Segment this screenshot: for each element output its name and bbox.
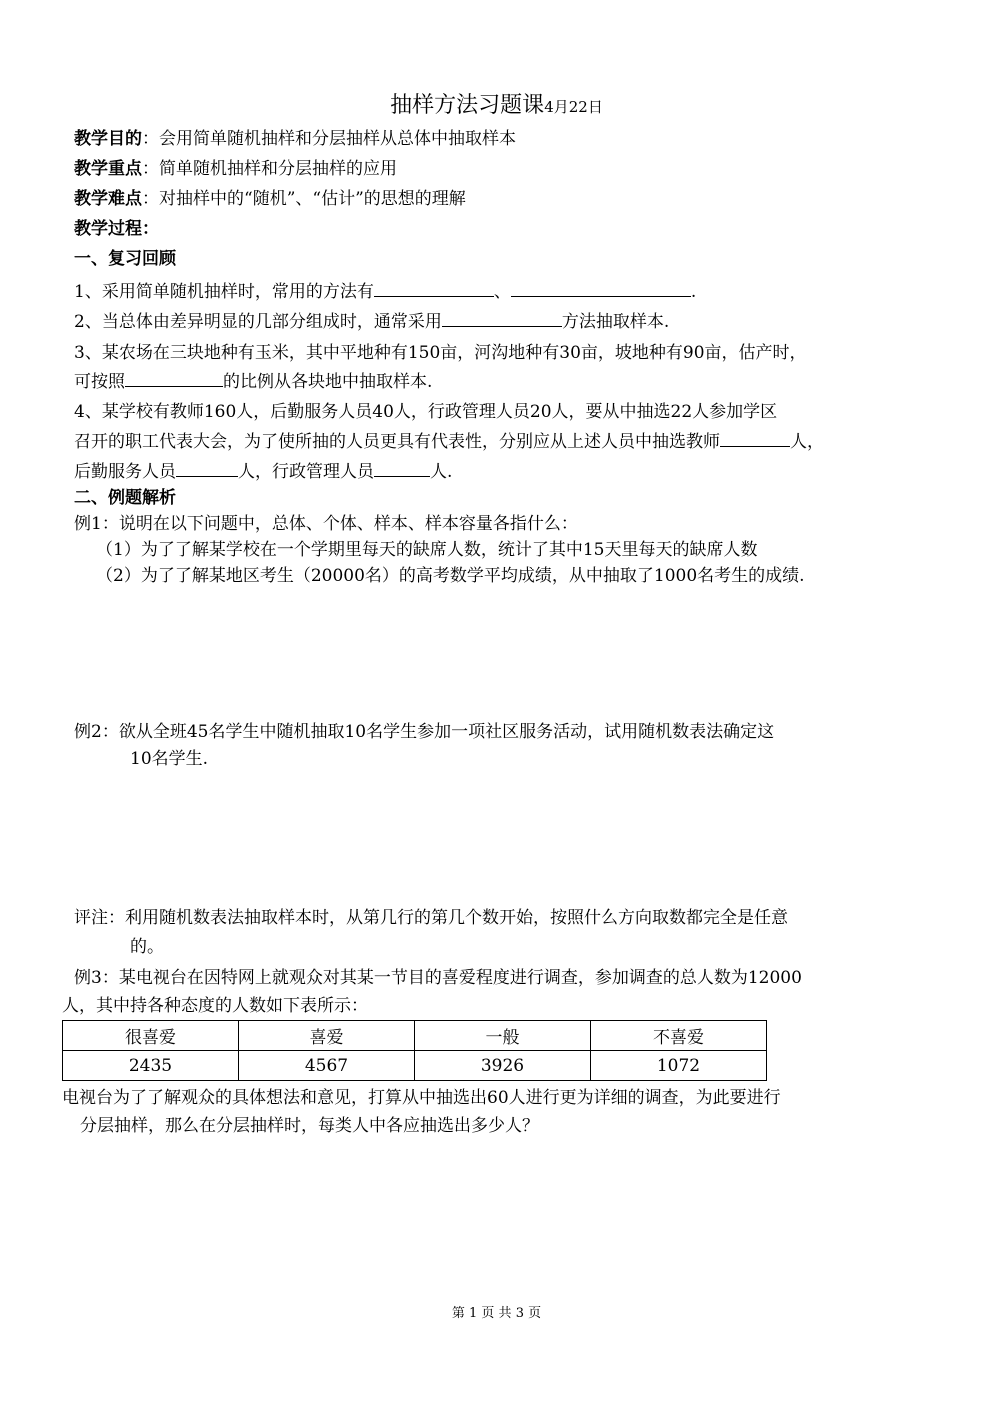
q4-text: 召开的职工代表大会，为了使所抽的人员更具有代表性，分别应从上述人员中抽选教师 — [74, 432, 720, 452]
review-question-4-line1: 4、某学校有教师160人，后勤服务人员40人，行政管理人员20人，要从中抽选22人参加学区 — [74, 402, 778, 422]
q2-text: 2、当总体由差异明显的几部分组成时，通常采用 — [74, 312, 442, 332]
review-heading: 一、复习回顾 — [74, 249, 176, 269]
table-cell: 1072 — [591, 1051, 767, 1081]
q3-text-end: 的比例从各块地中抽取样本. — [223, 372, 433, 392]
answer-blank[interactable] — [176, 459, 238, 477]
teaching-difficulty — [74, 187, 466, 211]
purpose-text: ：会用简单随机抽样和分层抽样从总体中抽取样本 — [142, 129, 516, 149]
answer-blank[interactable] — [720, 429, 790, 447]
table-header-row — [63, 1021, 767, 1051]
teaching-purpose — [74, 127, 516, 151]
review-question-4-line2 — [74, 429, 824, 454]
q1-end: . — [690, 282, 697, 302]
focus-text: ：简单随机抽样和分层抽样的应用 — [142, 159, 397, 179]
q4-unit: 人， — [790, 432, 824, 452]
answer-blank[interactable] — [374, 459, 430, 477]
table-header-cell: 不喜爱 — [591, 1021, 767, 1051]
difficulty-text: ：对抽样中的“随机”、“估计”的思想的理解 — [142, 189, 466, 209]
q1-separator: 、 — [493, 282, 511, 302]
review-question-1 — [74, 279, 696, 304]
teaching-process-label: 教学过程： — [74, 219, 159, 239]
table-cell: 4567 — [239, 1051, 415, 1081]
answer-blank[interactable] — [442, 309, 562, 327]
table-header-cell: 喜爱 — [239, 1021, 415, 1051]
examples-heading: 二、例题解析 — [74, 488, 176, 508]
q4-text: 人，行政管理人员 — [238, 462, 374, 482]
table-cell: 3926 — [415, 1051, 591, 1081]
review-question-3-line2 — [74, 369, 432, 394]
difficulty-label: 教学难点 — [74, 189, 142, 209]
example-1-part-1: （1）为了了解某学校在一个学期里每天的缺席人数，统计了其中15天里每天的缺席人数 — [96, 540, 758, 560]
answer-blank[interactable] — [374, 279, 494, 297]
focus-label: 教学重点 — [74, 159, 142, 179]
example-3-line2: 人，其中持各种态度的人数如下表所示： — [62, 996, 368, 1016]
review-question-4-line3 — [74, 459, 452, 484]
teaching-focus — [74, 157, 397, 181]
review-question-3-line1: 3、某农场在三块地种有玉米，其中平地种有150亩，河沟地种有30亩，坡地种有90亩，估产时， — [74, 343, 807, 363]
review-question-2 — [74, 309, 669, 334]
table-header-cell: 一般 — [415, 1021, 591, 1051]
purpose-label: 教学目的 — [74, 129, 142, 149]
page-footer: 第 1 页 共 3 页 — [451, 1306, 542, 1321]
table-row — [63, 1051, 767, 1081]
table-cell: 2435 — [63, 1051, 239, 1081]
example-3-question-line2: 分层抽样，那么在分层抽样时，每类人中各应抽选出多少人？ — [80, 1116, 539, 1136]
example-3-line1: 例3：某电视台在因特网上就观众对其某一节目的喜爱程度进行调查，参加调查的总人数为12000 — [74, 968, 802, 988]
q1-text: 1、采用简单随机抽样时，常用的方法有 — [74, 282, 374, 302]
q3-text: 可按照 — [74, 372, 125, 392]
title-main: 抽样方法习题课 — [390, 93, 545, 118]
note-line2: 的。 — [130, 937, 164, 957]
example-2-line2: 10名学生. — [130, 749, 209, 769]
attitude-table — [62, 1020, 767, 1081]
title-date: 4月22日 — [544, 98, 603, 116]
example-3-question-line1: 电视台为了了解观众的具体想法和意见，打算从中抽选出60人进行更为详细的调查，为此要进行 — [62, 1088, 781, 1108]
table-header-cell: 很喜爱 — [63, 1021, 239, 1051]
page-title — [0, 88, 993, 119]
example-1-part-2: （2）为了了解某地区考生（20000名）的高考数学平均成绩，从中抽取了1000名考生的成绩. — [96, 566, 805, 586]
answer-blank[interactable] — [125, 369, 223, 387]
q2-text-end: 方法抽取样本. — [561, 312, 670, 332]
answer-blank[interactable] — [511, 279, 691, 297]
note-line1: 评注：利用随机数表法抽取样本时，从第几行的第几个数开始，按照什么方向取数都完全是任意 — [74, 908, 788, 928]
q4-text-end: 人. — [430, 462, 453, 482]
example-1-intro: 例1：说明在以下问题中，总体、个体、样本、样本容量各指什么： — [74, 514, 578, 534]
q4-text: 后勤服务人员 — [74, 462, 176, 482]
example-2-line1: 例2：欲从全班45名学生中随机抽取10名学生参加一项社区服务活动，试用随机数表法确定这 — [74, 722, 775, 742]
